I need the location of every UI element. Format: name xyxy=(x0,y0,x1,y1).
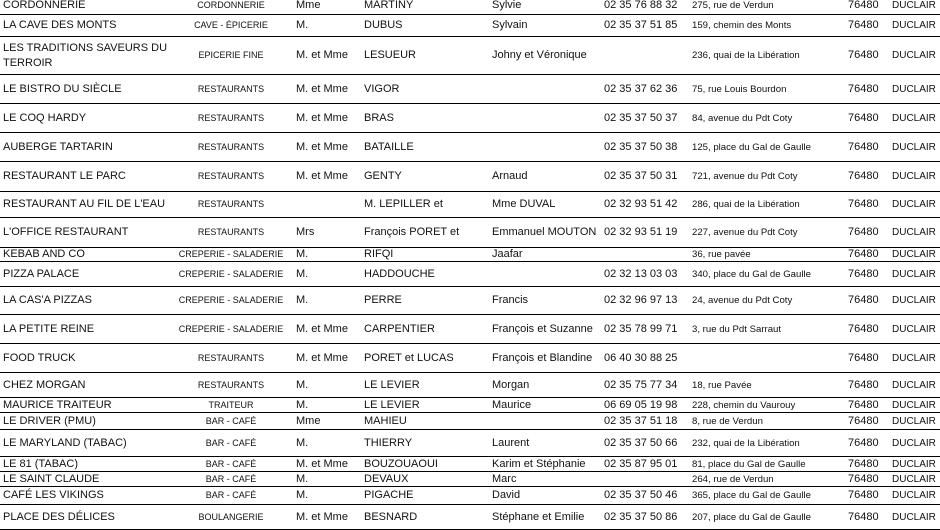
contact-first-name: Laurent xyxy=(492,436,530,449)
contact-first-name xyxy=(492,75,604,103)
street-address: 207, place du Gal de Gaulle xyxy=(692,511,811,523)
city: DUCLAIR xyxy=(892,458,936,470)
salutation xyxy=(296,192,360,217)
business-name: RESTAURANT AU FIL DE L'EAU xyxy=(3,198,166,210)
city: DUCLAIR xyxy=(892,511,936,523)
contact-first-name: Emmanuel MOUTON xyxy=(492,226,597,238)
table-row xyxy=(0,413,940,430)
business-type: BAR - CAFÉ xyxy=(205,437,257,448)
city: DUCLAIR xyxy=(892,249,936,260)
table-row xyxy=(0,75,940,104)
contact-first-name: Morgan xyxy=(492,378,530,391)
phone-number: 02 32 13 03 03 xyxy=(604,267,678,280)
salutation: M. et Mme xyxy=(296,82,348,95)
city: DUCLAIR xyxy=(892,171,936,182)
table-row xyxy=(0,0,940,15)
phone-number: 02 35 78 99 71 xyxy=(604,322,678,335)
business-name: LE BISTRO DU SIÈCLE xyxy=(3,82,122,95)
city: DUCLAIR xyxy=(892,0,936,11)
contact-first-name xyxy=(492,413,604,429)
contact-last-name: PORET et LUCAS xyxy=(364,351,454,364)
table-row xyxy=(0,505,940,530)
street-address: 18, rue Pavée xyxy=(692,379,752,391)
postal-code: 76480 xyxy=(848,226,879,238)
business-name: FOOD TRUCK xyxy=(3,351,76,364)
business-type: RESTAURANTS xyxy=(197,171,265,181)
street-address: 3, rue du Pdt Sarraut xyxy=(692,323,782,335)
table-row xyxy=(0,15,940,37)
contact-last-name: BRAS xyxy=(364,111,394,124)
postal-code: 76480 xyxy=(848,510,879,523)
salutation: M. et Mme xyxy=(296,351,348,364)
postal-code: 76480 xyxy=(848,170,879,182)
city: DUCLAIR xyxy=(892,112,936,124)
city: DUCLAIR xyxy=(892,379,936,391)
city: DUCLAIR xyxy=(892,83,936,95)
business-type: CAVE - ÉPICERIE xyxy=(194,20,268,30)
phone-number: 02 35 37 51 18 xyxy=(604,414,678,427)
table-row xyxy=(0,487,940,505)
phone-number: 02 35 37 62 36 xyxy=(604,82,678,95)
street-address xyxy=(692,344,844,372)
contact-last-name: MARTINY xyxy=(364,0,414,11)
contact-last-name: LESUEUR xyxy=(364,49,416,61)
phone-number xyxy=(604,472,692,486)
business-name: KEBAB AND CO xyxy=(3,248,85,260)
business-type: BAR - CAFÉ xyxy=(205,473,257,484)
contact-last-name: BESNARD xyxy=(364,510,418,523)
business-name: LES TRADITIONS SAVEURS DU TERROIR xyxy=(3,41,168,69)
table-row xyxy=(0,287,940,315)
business-type: EPICERIE FINE xyxy=(198,50,264,60)
postal-code: 76480 xyxy=(848,351,879,364)
street-address: 286, quai de la Libération xyxy=(692,199,800,210)
street-address: 36, rue pavée xyxy=(692,249,751,260)
street-address: 365, place du Gal de Gaulle xyxy=(692,490,811,501)
salutation: Mme xyxy=(296,414,321,427)
contact-last-name: LE LEVIER xyxy=(364,378,420,391)
contact-last-name: DUBUS xyxy=(364,19,403,31)
postal-code: 76480 xyxy=(848,457,879,470)
contact-last-name: PIGACHE xyxy=(364,489,414,501)
business-name: AUBERGE TARTARIN xyxy=(3,140,113,153)
business-type: RESTAURANTS xyxy=(197,379,265,390)
city: DUCLAIR xyxy=(892,352,936,364)
table-row xyxy=(0,218,940,248)
salutation: M. xyxy=(296,19,309,31)
street-address: 275, rue de Verdun xyxy=(692,0,774,11)
city: DUCLAIR xyxy=(892,227,936,238)
contact-last-name: MAHIEU xyxy=(364,414,407,427)
salutation: M. et Mme xyxy=(296,170,348,182)
street-address: 227, avenue du Pdt Coty xyxy=(692,227,798,238)
salutation: M. et Mme xyxy=(296,140,348,153)
street-address: 125, place du Gal de Gaulle xyxy=(692,141,811,153)
city: DUCLAIR xyxy=(892,437,936,449)
postal-code: 76480 xyxy=(848,49,879,61)
salutation: M. et Mme xyxy=(296,457,348,470)
business-name: MAURICE TRAITEUR xyxy=(3,398,112,411)
contact-first-name: Jaafar xyxy=(492,248,523,260)
salutation: M. xyxy=(296,436,309,449)
contact-last-name: THIERRY xyxy=(364,436,413,449)
table-row xyxy=(0,315,940,344)
phone-number: 02 35 87 95 01 xyxy=(604,457,678,470)
street-address: 340, place du Gal de Gaulle xyxy=(692,268,811,280)
contact-first-name: Karim et Stéphanie xyxy=(492,457,586,470)
table-row xyxy=(0,457,940,472)
phone-number: 06 40 30 88 25 xyxy=(604,351,678,364)
city: DUCLAIR xyxy=(892,323,936,335)
city: DUCLAIR xyxy=(892,50,936,61)
contact-last-name: LE LEVIER xyxy=(364,398,420,411)
business-name: CAFÉ LES VIKINGS xyxy=(3,489,104,501)
postal-code: 76480 xyxy=(848,414,879,427)
contact-first-name: Stéphane et Emilie xyxy=(492,510,585,523)
phone-number: 02 35 75 77 34 xyxy=(604,378,678,391)
contact-first-name: Sylvie xyxy=(492,0,522,11)
postal-code: 76480 xyxy=(848,398,879,411)
business-name: CORDONNERIE xyxy=(3,0,86,11)
table-row xyxy=(0,430,940,457)
business-type: RESTAURANTS xyxy=(197,227,265,237)
street-address: 264, rue de Verdun xyxy=(692,473,774,485)
postal-code: 76480 xyxy=(848,472,879,485)
business-type: BAR - CAFÉ xyxy=(205,490,257,500)
business-name: LE MARYLAND (TABAC) xyxy=(3,436,127,449)
postal-code: 76480 xyxy=(848,19,879,31)
contact-first-name: Sylvain xyxy=(492,19,528,31)
postal-code: 76480 xyxy=(848,0,879,11)
street-address: 721, avenue du Pdt Coty xyxy=(692,171,798,182)
salutation: M. xyxy=(296,489,309,501)
business-type: BAR - CAFÉ xyxy=(205,415,257,426)
contact-last-name: GENTY xyxy=(364,170,402,182)
salutation: M. et Mme xyxy=(296,49,348,61)
salutation: M. xyxy=(296,248,309,260)
street-address: 236, quai de la Libération xyxy=(692,50,800,61)
contact-last-name: VIGOR xyxy=(364,82,400,95)
contact-last-name: M. LEPILLER et xyxy=(364,198,443,210)
postal-code: 76480 xyxy=(848,267,879,280)
business-type: CREPERIE - SALADERIE xyxy=(178,249,284,259)
business-name: L'OFFICE RESTAURANT xyxy=(3,226,129,238)
contact-last-name: François PORET et xyxy=(364,226,460,238)
business-type: RESTAURANTS xyxy=(197,83,265,94)
salutation: Mme xyxy=(296,0,321,11)
city: DUCLAIR xyxy=(892,415,936,427)
business-type: RESTAURANTS xyxy=(197,141,265,152)
business-type: CREPERIE - SALADERIE xyxy=(178,295,284,305)
phone-number: 02 35 37 51 85 xyxy=(604,19,678,31)
table-row xyxy=(0,104,940,133)
contact-last-name: DEVAUX xyxy=(364,472,409,485)
business-type: CREPERIE - SALADERIE xyxy=(178,323,284,334)
phone-number xyxy=(604,37,692,74)
city: DUCLAIR xyxy=(892,490,936,501)
business-type: BAR - CAFÉ xyxy=(205,458,257,469)
phone-number: 02 35 37 50 37 xyxy=(604,111,678,124)
phone-number: 02 35 37 50 38 xyxy=(604,140,678,153)
postal-code: 76480 xyxy=(848,378,879,391)
street-address: 232, quai de la Libération xyxy=(692,437,800,449)
business-name: LE COQ HARDY xyxy=(3,111,87,124)
business-type: RESTAURANTS xyxy=(197,199,265,209)
postal-code: 76480 xyxy=(848,248,879,260)
business-type: BOULANGERIE xyxy=(198,511,264,522)
table-row xyxy=(0,262,940,287)
street-address: 24, avenue du Pdt Coty xyxy=(692,295,793,306)
phone-number: 02 35 37 50 86 xyxy=(604,510,678,523)
salutation: M. xyxy=(296,398,309,411)
contact-first-name: Johny et Véronique xyxy=(492,49,587,61)
salutation: M. et Mme xyxy=(296,322,348,335)
table-row xyxy=(0,373,940,398)
street-address: 8, rue de Verdun xyxy=(692,415,763,427)
salutation: Mrs xyxy=(296,226,315,238)
street-address: 75, rue Louis Bourdon xyxy=(692,83,787,95)
street-address: 84, avenue du Pdt Coty xyxy=(692,112,793,124)
business-name: CHEZ MORGAN xyxy=(3,378,86,391)
phone-number: 02 35 37 50 46 xyxy=(604,489,678,501)
postal-code: 76480 xyxy=(848,489,879,501)
phone-number: 02 32 96 97 13 xyxy=(604,294,678,306)
contact-last-name: RIFQI xyxy=(364,248,394,260)
postal-code: 76480 xyxy=(848,436,879,449)
business-type: RESTAURANTS xyxy=(197,112,265,123)
business-name: LA PETITE REINE xyxy=(3,322,95,335)
phone-number: 02 35 37 50 66 xyxy=(604,436,678,449)
street-address: 81, place du Gal de Gaulle xyxy=(692,458,806,470)
postal-code: 76480 xyxy=(848,322,879,335)
phone-number: 02 35 76 88 32 xyxy=(604,0,678,11)
table-row xyxy=(0,248,940,262)
salutation: M. xyxy=(296,378,309,391)
table-row xyxy=(0,37,940,75)
city: DUCLAIR xyxy=(892,295,936,306)
salutation: M. et Mme xyxy=(296,510,348,523)
phone-number xyxy=(604,248,692,261)
business-name: LA CAVE DES MONTS xyxy=(3,19,117,31)
business-name: LE DRIVER (PMU) xyxy=(3,414,96,427)
business-type: CREPERIE - SALADERIE xyxy=(178,268,284,279)
business-type: TRAITEUR xyxy=(208,399,254,410)
table-row xyxy=(0,472,940,487)
phone-number: 02 35 37 50 31 xyxy=(604,170,678,182)
phone-number: 06 69 05 19 98 xyxy=(604,398,678,411)
salutation: M. et Mme xyxy=(296,111,348,124)
city: DUCLAIR xyxy=(892,473,936,485)
business-name: LE SAINT CLAUDE xyxy=(3,472,100,485)
postal-code: 76480 xyxy=(848,111,879,124)
table-row xyxy=(0,192,940,218)
street-address: 159, chemin des Monts xyxy=(692,20,792,31)
contact-first-name: Arnaud xyxy=(492,170,528,182)
contact-first-name: Francis xyxy=(492,294,529,306)
table-row xyxy=(0,344,940,373)
contact-first-name: François et Blandine xyxy=(492,351,593,364)
contact-last-name: PERRE xyxy=(364,294,402,306)
business-type: CORDONNERIE xyxy=(197,0,265,10)
business-name: LA CAS'A PIZZAS xyxy=(3,294,92,306)
postal-code: 76480 xyxy=(848,294,879,306)
contact-first-name xyxy=(492,262,604,286)
contact-first-name: David xyxy=(492,489,521,501)
salutation: M. xyxy=(296,267,309,280)
table-row xyxy=(0,398,940,413)
contact-first-name: Mme DUVAL xyxy=(492,198,556,210)
business-type: RESTAURANTS xyxy=(197,352,265,363)
business-name: RESTAURANT LE PARC xyxy=(3,170,126,182)
contact-last-name: HADDOUCHE xyxy=(364,267,435,280)
street-address: 228, chemin du Vaurouy xyxy=(692,399,796,411)
postal-code: 76480 xyxy=(848,198,879,210)
contact-first-name xyxy=(492,104,604,132)
business-name: LE 81 (TABAC) xyxy=(3,457,78,470)
phone-number: 02 32 93 51 42 xyxy=(604,198,678,210)
city: DUCLAIR xyxy=(892,141,936,153)
contact-last-name: BOUZOUAOUI xyxy=(364,457,438,470)
city: DUCLAIR xyxy=(892,20,936,31)
contact-last-name: BATAILLE xyxy=(364,140,414,153)
city: DUCLAIR xyxy=(892,199,936,210)
city: DUCLAIR xyxy=(892,268,936,280)
salutation: M. xyxy=(296,472,309,485)
city: DUCLAIR xyxy=(892,399,936,411)
contact-first-name: François et Suzanne xyxy=(492,322,593,335)
table-row xyxy=(0,133,940,162)
contact-first-name xyxy=(492,133,604,161)
table-row xyxy=(0,162,940,192)
postal-code: 76480 xyxy=(848,82,879,95)
phone-number: 02 32 93 51 19 xyxy=(604,226,678,238)
business-name: PLACE DES DÉLICES xyxy=(3,510,115,523)
contact-last-name: CARPENTIER xyxy=(364,322,435,335)
contact-first-name: Maurice xyxy=(492,398,532,411)
business-name: PIZZA PALACE xyxy=(3,267,80,280)
contact-first-name: Marc xyxy=(492,472,517,485)
salutation: M. xyxy=(296,294,309,306)
postal-code: 76480 xyxy=(848,140,879,153)
